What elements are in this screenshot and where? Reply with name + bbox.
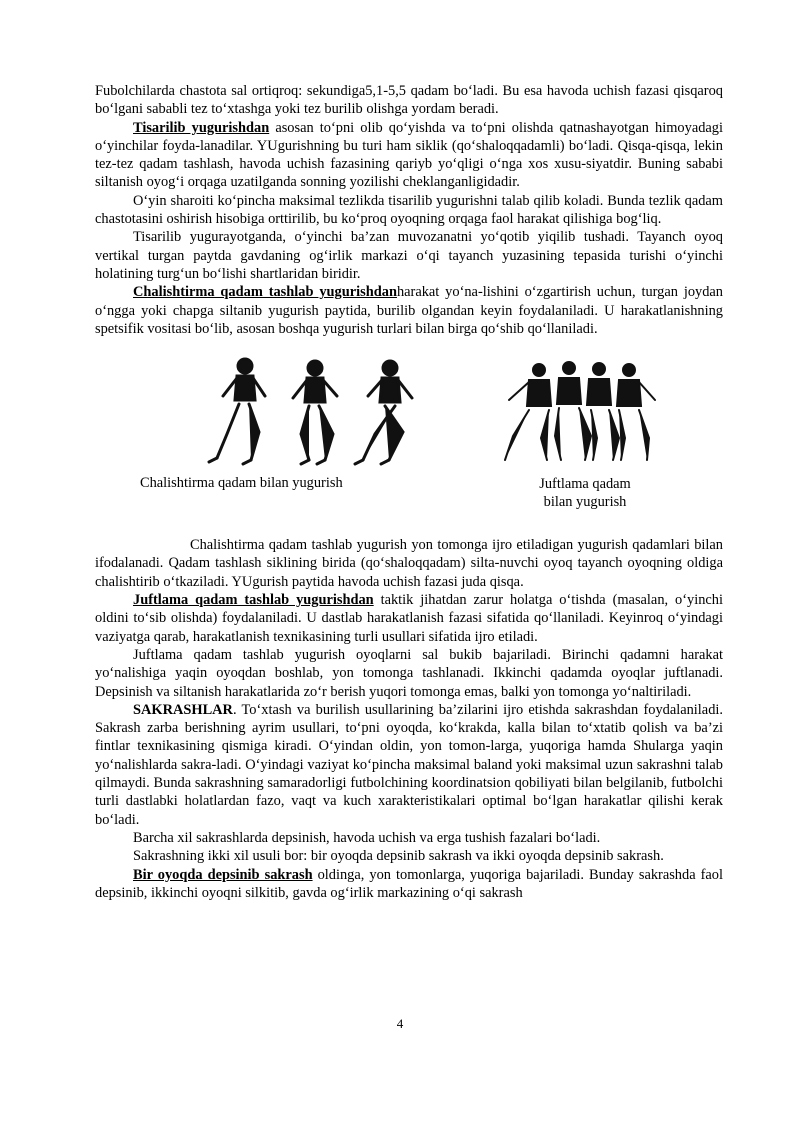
paragraph-text: asosan to‘pni olib qo‘yishda va to‘pni olishda qatnashayotgan himoyadagi o‘yinchilar foyda-lanadilar. YUgurishning bu turi ham siklik (qo‘shaloqqadamli) bo‘ladi. Qisqa-qisqa, lekin tez-tez qadam tashlash, havoda uchish fazasining qariyb yo‘qligi o‘nga xos xusu-siyatdir. Buning sababi siltanish oyog‘i orqaga uzatilganda sonning yozilishi cheklanganligidadir. (95, 119, 723, 191)
paragraph (95, 283, 723, 338)
section-heading: Tisarilib yugurishdan (133, 119, 270, 136)
section-heading: Juftlama qadam tashlab yugurishdan (133, 592, 374, 609)
paragraph-text: . To‘xtash va burilish usullarining ba’zilarini ijro etishda sakrashdan foydalaniladi. Sakrash zarba berishning ayrim usullari, to‘pni oyoqda, ko‘krakda, kalla bilan to‘xtatib qolish va ba’zi fintlar texnikasining qismiga kiradi. O‘yindan oldin, yon tomon-larga, yuqoriga hamda Shularga yaqin yo‘nalishlarda sakra-ladi. O‘yindagi vaziyat ko‘pincha maksimal baland yoki maksimal uzun sakrashni talab qilmaydi. Bunda sakrashning samaradorligi futbolchining koordinatsion qobiliyati bilan belgilanib, futbolchi turli dastlabki holatlardan fazo, vaqt va kuch xarakteristikalari optimal bo‘lgan harakatlar qilishi kerak bo‘ladi. (95, 701, 723, 828)
section-heading: Chalishtirma qadam tashlab yugurishdan (133, 284, 397, 301)
paragraph (95, 119, 723, 192)
caption-line: bilan yugurish (543, 494, 627, 511)
paragraph: Tisarilib yugurayotganda, o‘yinchi ba’zan muvozanatni yo‘qotib yiqilib tushadi. Tayanch oyoq vertikal turgan paytda gavdaning og‘irlik markazi o‘qi tayanch yuzasining tepasida turishi o‘yinchi holatining turg‘un bo‘lishi shartlaridan biridir. (95, 229, 723, 282)
figure-caption (510, 475, 660, 512)
paragraph: Sakrashning ikki xil usuli bor: bir oyoqda depsinib sakrash va ikki oyoqda depsinib sakrash. (133, 848, 664, 865)
paragraph: Chalishtirma qadam tashlab yugurish yon tomonga ijro etiladigan yugurish qadamlari bilan ifodalanadi. Qadam tashlash siklining birida (qo‘shaloqqadam) silta-nuvchi oyoq tayanch oyoqning oldiga chalishtirib o‘tkaziladi. YUgurish paytida havoda uchish fazasi juda qisqa. (95, 537, 723, 590)
figure-caption: Chalishtirma qadam bilan yugurish (140, 475, 343, 492)
paragraph: Juftlama qadam tashlab yugurish oyoqlarni sal bukib bajariladi. Birinchi qadamni harakat yo‘nalishiga yaqin oyoqdan boshlab, yon tomonga tashlanadi. Ikkinchi qadamda oyoqlar juftlanadi. Depsinish va siltanish harakatlarida zo‘r berish yuqori tomonga emas, balki yon tomonga yo‘naltiriladi. (95, 646, 723, 700)
document-body (95, 82, 723, 902)
paragraph: Barcha xil sakrashlarda depsinish, havoda uchish va erga tushish fazalari bo‘ladi. (133, 829, 601, 846)
figures-row (95, 338, 723, 536)
paragraph-text: oldinga, yon tomonlarga, yuqoriga bajariladi. Bunday sakrashda faol depsinib, ikkinchi oyoqni silkitib, gavda og‘irlik markazining o‘qi sakrash (95, 866, 723, 901)
paragraph (95, 701, 723, 829)
caption-line: Juftlama qadam (539, 476, 631, 493)
section-heading: Bir oyoqda depsinib sakrash (133, 866, 313, 883)
paragraph-text: harakat yo‘na-lishini o‘zgartirish uchun, turgan joydan o‘ngga yoki chapga siltanib yugurish paytida, burilib olgandan keyin foydalaniladi. U harakatlanishning spetsifik vositasi bo‘lib, asosan boshqa yugurish turlari bilan birga qo‘shib qo‘llaniladi. (95, 284, 723, 337)
paragraph (95, 591, 723, 646)
page-number: 4 (396, 1016, 404, 1031)
paragraph: O‘yin sharoiti ko‘pincha maksimal tezlikda tisarilib yugurishni talab qilib koladi. Bunda tezlik qadam chastotasini oshirish hisobiga orttirilib, bu ko‘proq oyoqning orqaga faol harakat qilishiga bog‘liq. (95, 192, 723, 228)
side-step-illustration (499, 360, 659, 464)
section-heading: SAKRASHLAR (133, 701, 233, 718)
paragraph: Fubolchilarda chastota sal ortiqroq: sekundiga5,1-5,5 qadam bo‘ladi. Bu esa havoda uchish fazasi qisqaroq bo‘lgani sababli tez to‘xtashga yoki tez burilib olishga yordam beradi. (95, 83, 723, 118)
paragraph (95, 866, 723, 903)
crossover-step-illustration (205, 356, 435, 468)
paragraph-text: taktik jihatdan zarur holatga o‘tishda (masalan, o‘yinchi oldini to‘sib olishda) foydalaniladi. U dastlab harakatlanish fazasi sifatida qo‘llaniladi. Keyinroq o‘yindagi vaziyatga qarab, harakatlanish texnikasining turli usullari sifatida ijro etiladi. (95, 592, 723, 645)
